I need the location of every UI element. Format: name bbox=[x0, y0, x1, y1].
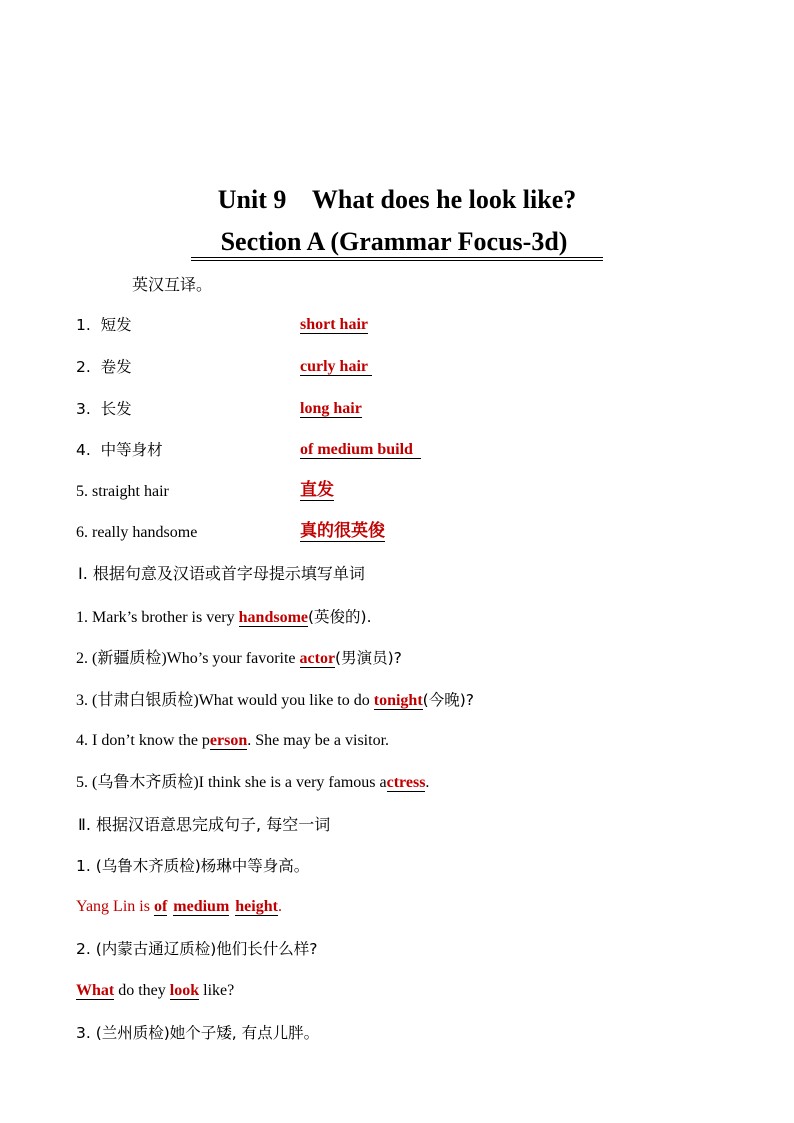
s2q3-prompt: 3. (兰州质检)她个子矮, 有点儿胖。 bbox=[76, 1024, 320, 1042]
s1q1-pre: 1. Mark’s brother is very bbox=[76, 609, 239, 626]
s1q1-post: (英俊的). bbox=[308, 608, 372, 626]
section1-heading: Ⅰ. 根据句意及汉语或首字母提示填写单词 bbox=[78, 564, 365, 583]
section2-question-2-answer bbox=[76, 980, 234, 1002]
vocab-question-3 bbox=[76, 398, 132, 421]
section2-question-1-prompt bbox=[76, 855, 309, 878]
vocab-q3-text: 3. 长发 bbox=[76, 400, 132, 418]
section1-question-3 bbox=[76, 689, 474, 712]
section1-question-1 bbox=[76, 606, 372, 629]
vocab-question-2 bbox=[76, 356, 132, 379]
s2q1-pre: Yang Lin is bbox=[76, 898, 154, 915]
vocab-a3-text: long hair bbox=[300, 400, 362, 417]
s2q2-mid: do they bbox=[114, 982, 170, 999]
s1q5-post: . bbox=[425, 774, 430, 791]
vocab-instruction: 英汉互译。 bbox=[132, 275, 213, 294]
section2-heading: Ⅱ. 根据汉语意思完成句子, 每空一词 bbox=[78, 815, 331, 834]
vocab-answer-2 bbox=[300, 356, 372, 378]
vocab-a1-text: short hair bbox=[300, 316, 368, 333]
vocab-q2-text: 2. 卷发 bbox=[76, 358, 132, 376]
s1q3-post: (今晚)? bbox=[422, 691, 474, 709]
section2-question-2-prompt bbox=[76, 938, 318, 961]
s1q3-answer: tonight bbox=[373, 692, 423, 709]
vocab-question-5: 5. straight hair bbox=[76, 483, 169, 500]
section1-question-5 bbox=[76, 772, 429, 794]
s1q3-pre: 3. (甘肃白银质检)What would you like to do bbox=[76, 692, 374, 709]
section1-question-4 bbox=[76, 730, 389, 752]
vocab-a6-text: 真的很英俊 bbox=[300, 521, 385, 541]
s2q2-post: like? bbox=[199, 982, 235, 999]
vocab-answer-3 bbox=[300, 398, 362, 420]
s2q1-prompt: 1. (乌鲁木齐质检)杨琳中等身高。 bbox=[76, 857, 310, 875]
s1q4-post: . She may be a visitor. bbox=[247, 732, 390, 749]
unit-title: Unit 9 What does he look like? bbox=[217, 185, 577, 214]
vocab-a2-text: curly hair bbox=[300, 358, 372, 375]
vocab-question-1 bbox=[76, 314, 132, 337]
s2q2-prompt: 2. (内蒙古通辽质检)他们长什么样? bbox=[76, 940, 318, 958]
s1q1-answer: handsome bbox=[238, 609, 308, 626]
section2-question-1-answer bbox=[76, 896, 282, 918]
section-title-text: Section A (Grammar Focus-3d) bbox=[191, 228, 604, 261]
s1q4-answer: erson bbox=[209, 732, 248, 749]
s2q2-answer-1: What bbox=[76, 982, 115, 999]
vocab-q4-text: 4. 中等身材 bbox=[76, 441, 163, 459]
s1q2-post: (男演员)? bbox=[335, 649, 402, 667]
section2-question-3-prompt bbox=[76, 1022, 319, 1045]
vocab-answer-1 bbox=[300, 314, 368, 336]
s2q1-answer-2: medium bbox=[173, 898, 230, 915]
vocab-answer-6 bbox=[300, 520, 385, 543]
vocab-a4-text: of medium build bbox=[300, 441, 421, 458]
s2q1-answer-1: of bbox=[153, 898, 168, 915]
vocab-a5-text: 直发 bbox=[300, 480, 334, 500]
s1q5-answer: ctress bbox=[386, 774, 426, 791]
s1q2-answer: actor bbox=[299, 650, 336, 667]
vocab-q1-text: 1. 短发 bbox=[76, 316, 132, 334]
s2q1-post: . bbox=[277, 898, 282, 915]
vocab-question-4 bbox=[76, 439, 163, 462]
s2q1-answer-3: height bbox=[235, 898, 278, 915]
s1q2-pre: 2. (新疆质检)Who’s your favorite bbox=[76, 650, 300, 667]
s2q2-answer-2: look bbox=[169, 982, 200, 999]
s1q4-pre: 4. I don’t know the p bbox=[76, 732, 210, 749]
s1q5-pre: 5. (乌鲁木齐质检)I think she is a very famous a bbox=[76, 774, 387, 791]
vocab-answer-5 bbox=[300, 479, 334, 502]
vocab-question-6: 6. really handsome bbox=[76, 524, 198, 541]
section1-question-2 bbox=[76, 647, 402, 670]
section-title bbox=[0, 227, 794, 261]
vocab-answer-4 bbox=[300, 439, 421, 461]
